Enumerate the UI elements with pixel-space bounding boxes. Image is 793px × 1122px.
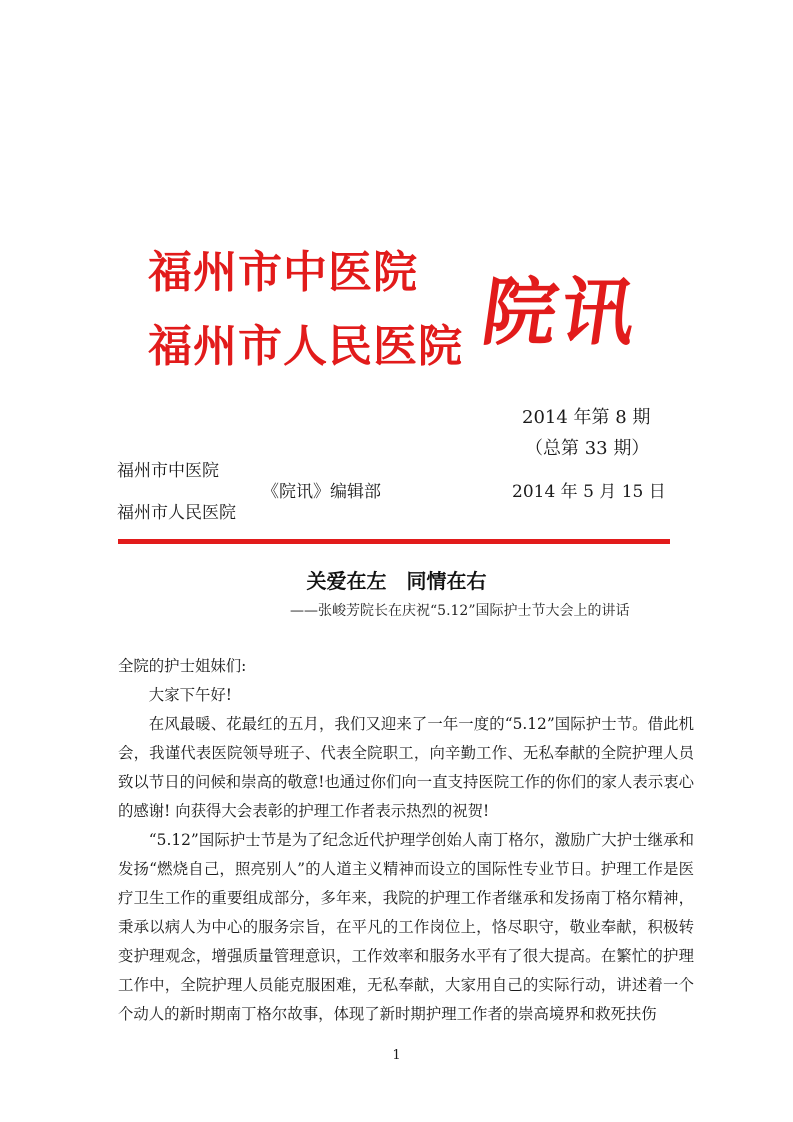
publisher-org-1: 福州市中医院 <box>117 461 219 481</box>
article-subtitle: ——张峻芳院长在庆祝“5.12”国际护士节大会上的讲话 <box>290 603 630 619</box>
publisher-org-2: 福州市人民医院 <box>117 503 236 523</box>
salutation: 全院的护士姐妹们: <box>118 657 247 675</box>
article-body <box>118 652 694 1029</box>
paragraph: 大家下午好! <box>148 686 232 704</box>
newsletter-logo: 院讯 <box>476 270 646 356</box>
masthead-hospital-2: 福州市人民医院 <box>148 321 463 372</box>
editorial-department: 《院讯》编辑部 <box>262 482 381 502</box>
paragraph: 在风最暖、花最红的五月，我们又迎来了一年一度的“5.12”国际护士节。借此机会，我谨代表医院领导班子、代表全院职工，向辛勤工作、无私奉献的全院护理人员致以节日的问候和崇高的敬意!也通过你们向一直支持医院工作的你们的家人表示衷心的感谢! 向获得大会表彰的护理工作者表示热烈的祝贺! <box>118 715 694 820</box>
page-number: 1 <box>392 1048 401 1063</box>
masthead-hospital-1: 福州市中医院 <box>148 247 418 298</box>
article-title: 关爱在左 同情在右 <box>306 569 487 593</box>
issue-total-number: （总第 33 期） <box>525 438 650 459</box>
header-divider <box>118 539 670 544</box>
publish-date: 2014 年 5 月 15 日 <box>512 482 666 502</box>
paragraph: “5.12”国际护士节是为了纪念近代护理学创始人南丁格尔，激励广大护士继承和发扬“燃烧自己，照亮别人”的人道主义精神而设立的国际性专业节日。护理工作是医疗卫生工作的重要组成部分，多年来，我院的护理工作者继承和发扬南丁格尔精神，秉承以病人为中心的服务宗旨，在平凡的工作岗位上，恪尽职守，敬业奉献，积极转变护理观念，增强质量管理意识，工作效率和服务水平有了很大提高。在繁忙的护理工作中，全院护理人员能克服困难，无私奉献，大家用自己的实际行动，讲述着一个个动人的新时期南丁格尔故事，体现了新时期护理工作者的崇高境界和救死扶伤 <box>118 831 694 1023</box>
issue-number: 2014 年第 8 期 <box>522 407 651 428</box>
